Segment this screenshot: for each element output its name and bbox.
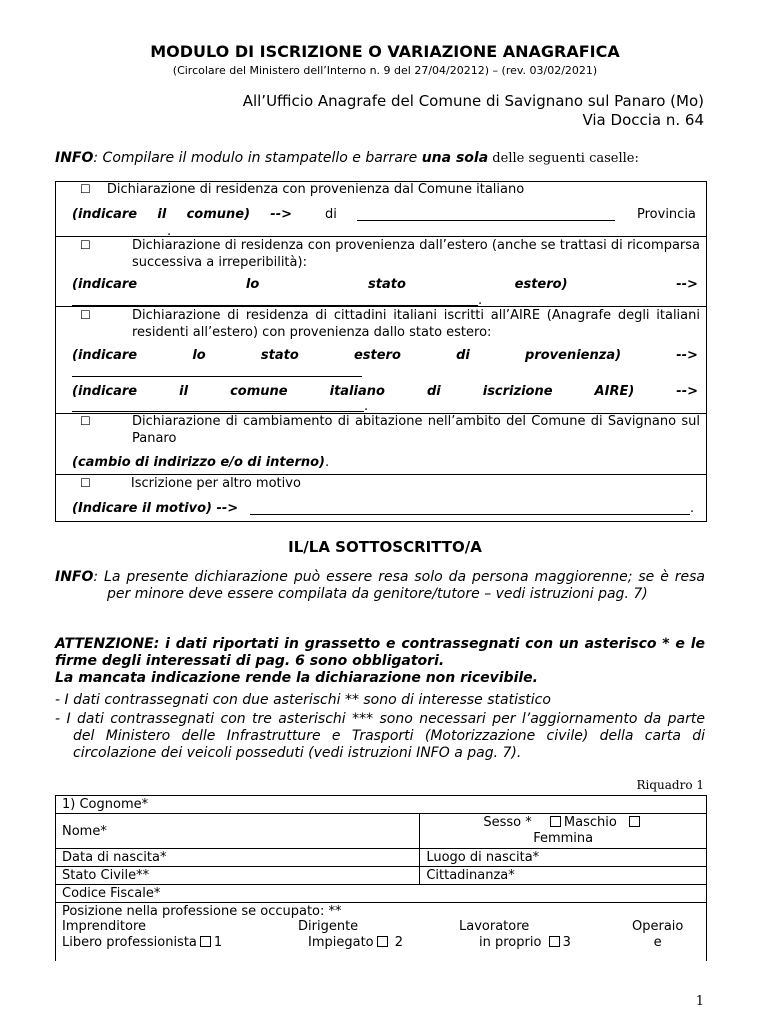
option-3-text: Dichiarazione di residenza di cittadini italiani iscritti all’AIRE (Anagrafe degli italiani residenti all’estero) con provenienza dallo stato estero:: [132, 308, 700, 340]
option-4-hint: [72, 455, 329, 470]
word: estero): [514, 277, 568, 292]
option-5-note: (Indicare il motivo) -->: [72, 501, 239, 516]
divider: [55, 474, 707, 475]
option-1-provincia: Provincia: [637, 207, 696, 222]
attention-line1: ATTENZIONE: i dati riportati in grassetto e contrassegnati con un asterisco * e le firme degli interessati di pag. 6 sono obbligatori.: [55, 636, 705, 669]
sesso-field[interactable]: [420, 814, 707, 849]
option-1-hint: [72, 207, 292, 222]
info2-label: INFO: [55, 569, 94, 585]
word: AIRE): [594, 384, 635, 399]
checkbox-femmina-icon[interactable]: [629, 816, 640, 827]
checkbox-icon[interactable]: [200, 936, 211, 947]
word: stato: [368, 277, 406, 292]
cognome-field[interactable]: 1) Cognome*: [56, 796, 707, 814]
word: (indicare: [72, 384, 138, 399]
luogo-nascita-field[interactable]: Luogo di nascita*: [420, 849, 707, 867]
word: provenienza): [525, 348, 622, 363]
option-2[interactable]: [80, 237, 702, 270]
checkbox-icon[interactable]: [549, 936, 560, 947]
opt-label: Libero professionista: [62, 935, 197, 950]
word: -->: [676, 384, 698, 399]
posizione-opt-3[interactable]: [459, 919, 571, 951]
posizione-opt-4[interactable]: [632, 919, 683, 951]
word: comune: [230, 384, 288, 399]
option-4-end: .: [325, 455, 330, 470]
info-intro: [55, 150, 639, 166]
cittadinanza-field[interactable]: Cittadinanza*: [420, 867, 707, 885]
motivo-input-line[interactable]: [250, 514, 690, 515]
opt-label: Impiegato: [308, 935, 374, 950]
info2-text: : La presente dichiarazione può essere resa solo da persona maggiorenne; se è resa per minore deve essere compilata da genitore/tutore – vedi istruzioni pag. 7): [93, 569, 705, 602]
comune-input-line[interactable]: [357, 220, 615, 221]
option-1[interactable]: [80, 182, 524, 197]
posizione-label: Posizione nella professione se occupato: **: [62, 904, 342, 919]
option-1-di: di: [325, 207, 337, 222]
sesso-label: Sesso *: [483, 815, 532, 830]
opt-label: Operaio: [632, 919, 684, 934]
office-address-line1: All’Ufficio Anagrafe del Comune di Savignano sul Panaro (Mo): [242, 92, 704, 110]
document-title: MODULO DI ISCRIZIONE O VARIAZIONE ANAGRAFICA: [150, 42, 620, 61]
maschio-label: Maschio: [563, 815, 617, 830]
option-4[interactable]: [80, 413, 702, 446]
riquadro-label: Riquadro 1: [636, 778, 704, 792]
option-5[interactable]: [80, 476, 301, 491]
info-text-a: : Compilare il modulo in stampatello e barrare: [93, 150, 422, 166]
opt-label: Imprenditore: [62, 919, 147, 934]
document-subtitle: (Circolare del Ministero dell’Interno n. 9 del 27/04/20212) – (rev. 03/02/2021): [172, 64, 598, 77]
word: lo: [245, 277, 260, 292]
option-2-hint: [72, 277, 698, 292]
codice-fiscale-field[interactable]: Codice Fiscale*: [56, 885, 707, 903]
word: il: [179, 384, 189, 399]
posizione-opt-2[interactable]: [298, 919, 403, 951]
attention-line2: La mancata indicazione rende la dichiarazione non ricevibile.: [55, 670, 538, 686]
option-3-hint-1: [72, 348, 698, 363]
option-2-end: .: [478, 293, 483, 308]
opt-label: e: [653, 935, 662, 950]
opt-number: 1: [213, 935, 223, 950]
option-5-end: .: [690, 501, 695, 516]
word: italiano: [329, 384, 385, 399]
option-4-text: Dichiarazione di cambiamento di abitazione nell’ambito del Comune di Savignano sul Panaro: [132, 414, 700, 446]
info-label: INFO: [55, 150, 94, 166]
word: (indicare: [72, 277, 138, 292]
checkbox-icon[interactable]: ☐: [80, 476, 91, 490]
opt-number: 3: [562, 935, 571, 950]
word: di: [456, 348, 470, 363]
checkbox-icon[interactable]: ☐: [80, 308, 91, 322]
checkbox-icon[interactable]: ☐: [80, 414, 91, 428]
attention-bullet2: - I dati contrassegnati con tre asterischi *** sono necessari per l’aggiornamento da parte del Ministero delle Infrastrutture e Trasporti (Motorizzazione civile) della carta di circolazione dei veicoli posseduti (vedi istruzioni INFO a pag. 7).: [55, 711, 705, 761]
option-1-text: Dichiarazione di residenza con provenienza dal Comune italiano: [106, 182, 525, 197]
option-3-end: .: [364, 399, 369, 414]
posizione-opt-1[interactable]: [62, 919, 222, 951]
opt-number: 2: [394, 935, 404, 950]
option-3[interactable]: [80, 307, 702, 340]
checkbox-icon[interactable]: [377, 936, 388, 947]
stato-provenienza-input-line[interactable]: [72, 376, 362, 377]
option-5-text: Iscrizione per altro motivo: [130, 476, 301, 491]
option-3-hint-2: [72, 384, 698, 399]
section-title: IL/LA SOTTOSCRITTO/A: [288, 538, 482, 556]
femmina-label: Femmina: [533, 831, 594, 846]
checkbox-icon[interactable]: ☐: [80, 238, 91, 252]
opt-label: in proprio: [479, 935, 542, 950]
posizione-field[interactable]: [56, 903, 707, 962]
word: -->: [270, 207, 292, 222]
comune-aire-input-line[interactable]: [72, 411, 364, 412]
word: -->: [676, 277, 698, 292]
word: (indicare: [72, 348, 138, 363]
data-nascita-field[interactable]: Data di nascita*: [56, 849, 420, 867]
opt-label: Lavoratore: [459, 919, 530, 934]
checkbox-icon[interactable]: ☐: [80, 182, 91, 196]
info-text-b: delle seguenti caselle:: [488, 151, 639, 166]
nome-field[interactable]: Nome*: [56, 814, 420, 849]
word: stato: [260, 348, 299, 363]
opt-label: Dirigente: [298, 919, 359, 934]
checkbox-maschio-icon[interactable]: [550, 816, 561, 827]
info-text-bold: una sola: [421, 150, 489, 166]
info-minor-note: [55, 569, 705, 603]
posizione-options: [62, 919, 700, 953]
word: iscrizione: [482, 384, 553, 399]
personal-data-table: [55, 795, 707, 961]
page-number: 1: [695, 994, 704, 1009]
word: il: [157, 207, 167, 222]
stato-civile-field[interactable]: Stato Civile**: [56, 867, 420, 885]
option-1-end: .: [167, 224, 172, 239]
office-address-line2: Via Doccia n. 64: [582, 111, 704, 129]
attention-bullet1: - I dati contrassegnati con due asterischi ** sono di interesse statistico: [55, 692, 551, 708]
word: (indicare: [72, 207, 138, 222]
word: -->: [676, 348, 698, 363]
word: comune): [186, 207, 251, 222]
word: estero: [353, 348, 401, 363]
option-2-text: Dichiarazione di residenza con provenienza dall’estero (anche se trattasi di ricomparsa successiva a irreperibilità):: [132, 238, 700, 270]
option-4-note: (cambio di indirizzo e/o di interno): [72, 455, 325, 470]
word: lo: [192, 348, 206, 363]
word: di: [426, 384, 441, 399]
